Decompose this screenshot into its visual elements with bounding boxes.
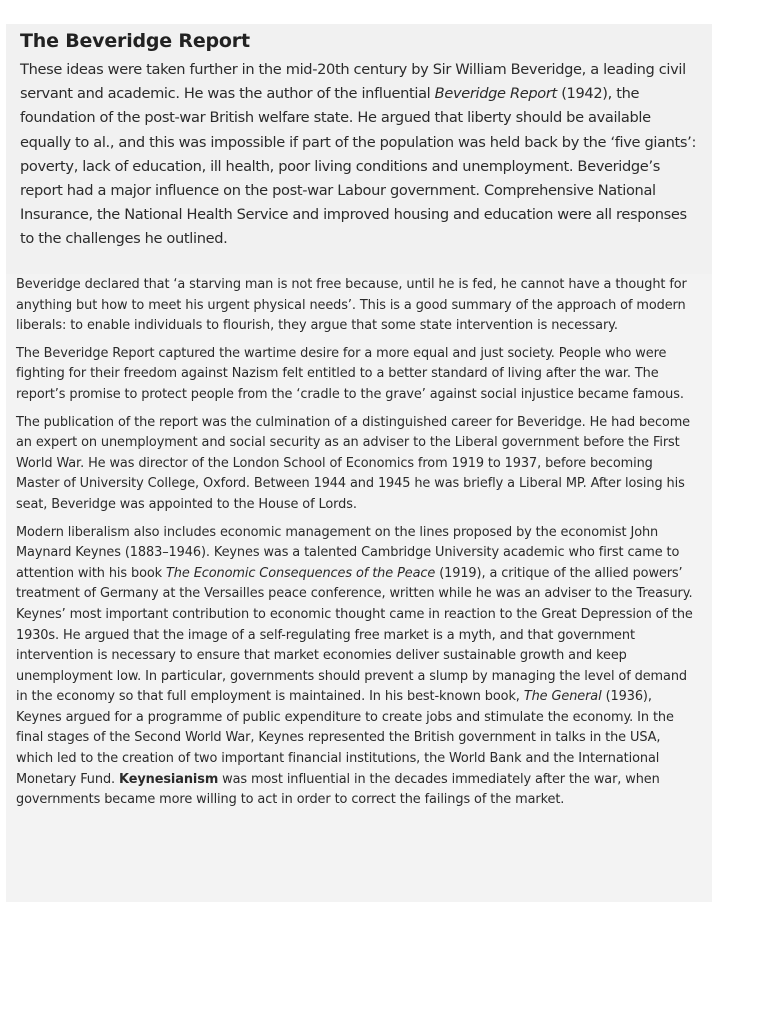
beveridge-report-panel xyxy=(6,24,712,274)
body-text-panel xyxy=(6,274,712,902)
keynes-text-4: was most influential in the decades immediately after the war, when governments became more willing to act in order to correct the failings of the market. xyxy=(16,771,660,808)
paragraph-career: The publication of the report was the culmination of a distinguished career for Beveridge. He had become an expert on unemployment and social security as an adviser to the Liberal government before the First World War. He was director of the London School of Economics from 1919 to 1937, before becoming Master of University College, Oxford. Between 1944 and 1945 he was briefly a Liberal MP. After losing his seat, Beveridge was appointed to the House of Lords. xyxy=(16,414,691,512)
paragraph-wartime-desire: The Beveridge Report captured the wartime desire for a more equal and just society. People who were fighting for their freedom against Nazism felt entitled to a better standard of living after the war. The report’s promise to protect people from the ‘cradle to the grave’ against social injustice became famous. xyxy=(16,345,684,402)
paragraph-starving-man: Beveridge declared that ‘a starving man is not free because, until he is fed, he cannot have a thought for anything but how to meet his urgent physical needs’. This is a good summary of the approach of modern liberals: to enable individuals to flourish, they argue that some state intervention is necessary. xyxy=(16,277,687,334)
report-title: Beveridge Report xyxy=(434,85,557,103)
keyword-keynesianism: Keynesianism xyxy=(119,771,219,787)
keynes-text-1: Modern liberalism also includes economic management on the lines proposed by the economist John Maynard Keynes (1883–1946). Keynes was a talented Cambridge University academic who first came to attention with his book xyxy=(16,524,680,581)
book-title-general: The General xyxy=(523,689,602,705)
keynes-text-2: (1919), a critique of the allied powers’ treatment of Germany at the Versailles peace conference, written while he was an adviser to the Treasury. Keynes’ most important contribution to economic thought came in reaction to the Great Depression of the 1930s. He argued that the image of a self-regulating free market is a myth, and that government intervention is necessary to ensure that market economies deliver sustainable growth and keep unemployment low. In particular, governments should prevent a slump by managing the level of demand in the economy so that full employment is maintained. In his best-known book, xyxy=(16,565,693,705)
intro-text-2: (1942), the foundation of the post-war British welfare state. He argued that liberty should be available equally to al., and this was impossible if part of the population was held back by the ‘five giants’: poverty, lack of education, ill health, poor living conditions and unemployment. Beveridge’s report had a major influence on the post-war Labour government. Comprehensive National Insurance, the National Health Service and improved housing and education were all responses to the challenges he outlined. xyxy=(20,85,697,248)
intro-paragraph xyxy=(20,58,700,252)
section-heading: The Beveridge Report xyxy=(20,30,250,52)
paragraph-keynes xyxy=(16,523,698,811)
intro-text-1: These ideas were taken further in the mid-20th century by Sir William Beveridge, a leading civil servant and academic. He was the author of the influential xyxy=(20,61,686,103)
book-title-economic-consequences: The Economic Consequences of the Peace xyxy=(166,565,436,581)
keynes-text-3: (1936), Keynes argued for a programme of public expenditure to create jobs and stimulate the economy. In the final stages of the Second World War, Keynes represented the British government in talks in the USA, which led to the creation of two important financial institutions, the World Bank and the International Monetary Fund. xyxy=(16,689,674,787)
